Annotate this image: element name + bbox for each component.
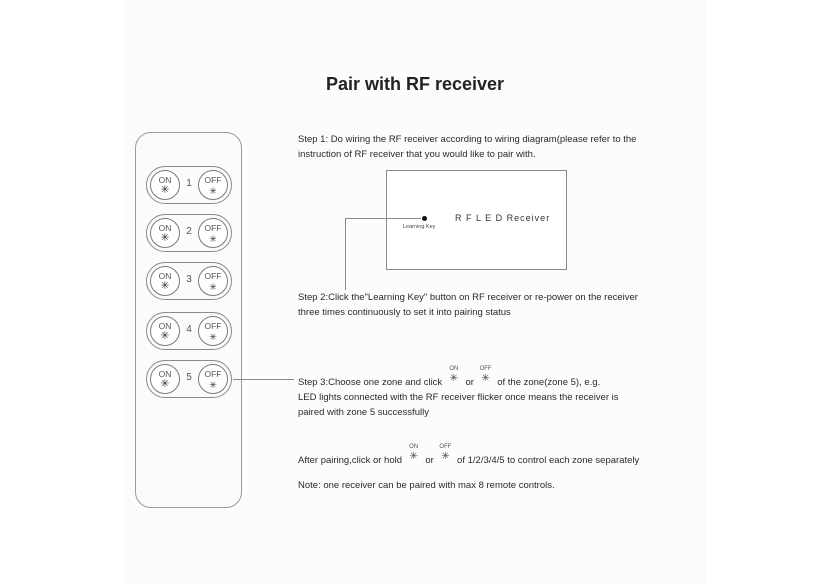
zone-4-on-button[interactable] <box>150 316 180 346</box>
on-caption: ON <box>409 444 419 450</box>
step-1-line-2: instruction of RF receiver that you would like to pair with. <box>298 149 536 160</box>
asterisk-icon: ✳ <box>449 373 459 384</box>
asterisk-icon: ✳ <box>209 332 217 342</box>
on-label: ON <box>158 175 172 185</box>
step-2-line-1: Step 2:Click the"Learning Key" button on RF receiver or re-power on the receiver <box>298 292 638 303</box>
off-caption: OFF <box>439 444 452 450</box>
after-part-2: of 1/2/3/4/5 to control each zone separately <box>457 455 640 466</box>
on-label: ON <box>158 369 172 379</box>
asterisk-icon: ✳ <box>481 373 490 384</box>
step-1-line-1: Step 1: Do wiring the RF receiver according to wiring diagram(please refer to the <box>298 134 637 145</box>
step-1-text <box>298 132 636 162</box>
asterisk-icon: ✳ <box>209 282 217 292</box>
step-3-line-2: LED lights connected with the RF receiver flicker once means the receiver is <box>298 392 619 403</box>
asterisk-icon: ✳ <box>409 451 418 462</box>
step-3-part-2: of the zone(zone 5), e.g. <box>497 377 601 388</box>
zone-2-off-button[interactable] <box>198 218 228 248</box>
zone-number: 1 <box>186 178 192 189</box>
off-label: OFF <box>204 271 222 281</box>
step-3-or: or <box>465 377 474 388</box>
step-2-text <box>298 290 638 320</box>
learning-key-leader-vertical <box>345 218 346 290</box>
zone-row-4 <box>146 312 232 350</box>
learning-key-label: Learning Key <box>403 224 436 230</box>
zone-3-on-button[interactable] <box>150 266 180 296</box>
on-label: ON <box>158 321 172 331</box>
zone-row-1 <box>146 166 232 204</box>
step-3-line-1 <box>298 366 619 390</box>
zone-number: 4 <box>186 324 192 335</box>
page-title: Pair with RF receiver <box>325 74 505 94</box>
asterisk-icon: ✳ <box>441 451 450 462</box>
off-button-icon <box>438 444 452 466</box>
after-or: or <box>425 455 434 466</box>
off-label: OFF <box>204 321 222 331</box>
off-caption: OFF <box>479 366 492 372</box>
zone-row-2 <box>146 214 232 252</box>
off-label: OFF <box>204 223 222 233</box>
asterisk-icon: ✳ <box>160 280 170 292</box>
zone-number: 2 <box>186 226 192 237</box>
zone-4-off-button[interactable] <box>198 316 228 346</box>
learning-key-leader-horizontal <box>345 218 421 219</box>
on-label: ON <box>158 223 172 233</box>
step-2-line-2: three times continuously to set it into pairing status <box>298 307 511 318</box>
off-label: OFF <box>204 175 222 185</box>
on-button-icon <box>407 444 421 466</box>
remote-control <box>135 132 242 508</box>
asterisk-icon: ✳ <box>160 232 170 244</box>
on-label: ON <box>158 271 172 281</box>
learning-key-dot[interactable] <box>422 216 427 221</box>
asterisk-icon: ✳ <box>160 330 170 342</box>
zone-row-5 <box>146 360 232 398</box>
on-button-icon <box>447 366 461 388</box>
zone-5-on-button[interactable] <box>150 364 180 394</box>
after-pairing-text <box>298 444 640 468</box>
asterisk-icon: ✳ <box>209 186 217 196</box>
rf-receiver-diagram <box>386 170 567 270</box>
receiver-name: R F L E D Receiver <box>455 213 551 223</box>
step-3-line-3: paired with zone 5 successfully <box>298 407 429 418</box>
zone-5-off-button[interactable] <box>198 364 228 394</box>
zone-5-leader-line <box>233 379 294 380</box>
zone-number: 3 <box>186 274 192 285</box>
zone-2-on-button[interactable] <box>150 218 180 248</box>
zone-3-off-button[interactable] <box>198 266 228 296</box>
step-3-text <box>298 366 619 420</box>
after-part-1: After pairing,click or hold <box>298 455 403 466</box>
asterisk-icon: ✳ <box>209 234 217 244</box>
step-3-part-1: Step 3:Choose one zone and click <box>298 377 443 388</box>
zone-number: 5 <box>186 372 192 383</box>
on-caption: ON <box>449 366 459 372</box>
note-text: Note: one receiver can be paired with max 8 remote controls. <box>298 480 555 491</box>
asterisk-icon: ✳ <box>160 184 170 196</box>
off-button-icon <box>479 366 493 388</box>
zone-1-off-button[interactable] <box>198 170 228 200</box>
off-label: OFF <box>204 369 222 379</box>
asterisk-icon: ✳ <box>209 380 217 390</box>
zone-row-3 <box>146 262 232 300</box>
zone-1-on-button[interactable] <box>150 170 180 200</box>
asterisk-icon: ✳ <box>160 378 170 390</box>
